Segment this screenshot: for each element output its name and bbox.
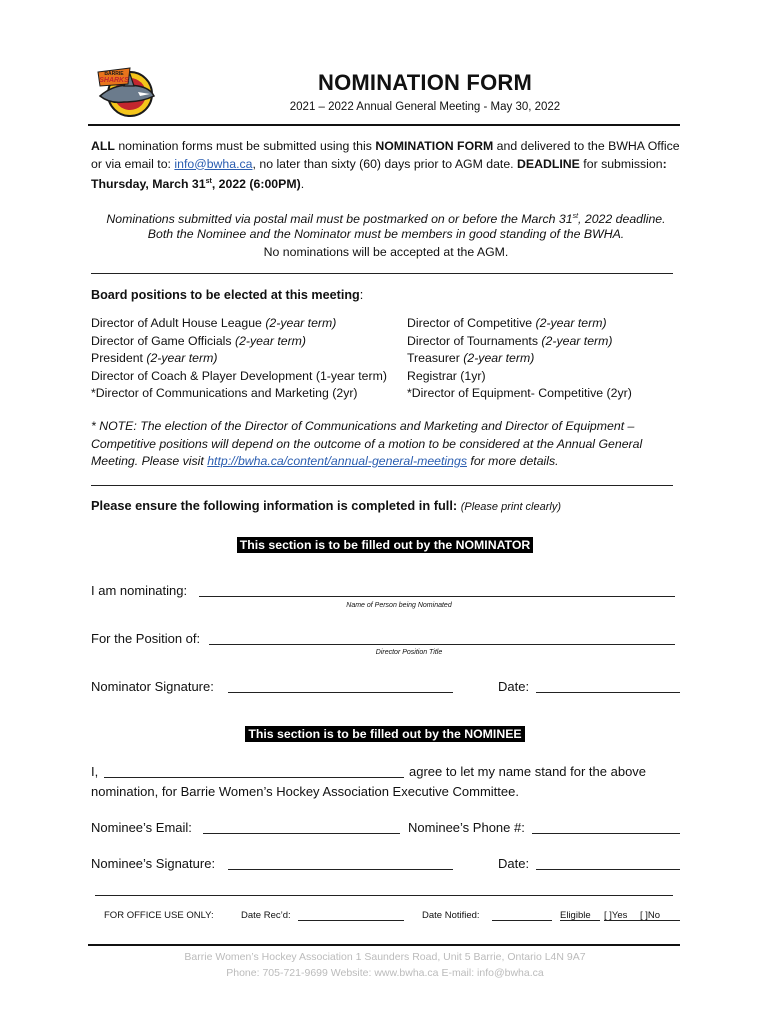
footer-address: Barrie Women’s Hockey Association 1 Saunders Road, Unit 5 Barrie, Ontario L4N 9A7 bbox=[184, 951, 586, 963]
intro-text-d: for submission bbox=[579, 156, 663, 171]
nominator-banner: This section is to be filled out by the NOMINATOR bbox=[237, 537, 534, 553]
position-name: *Director of Communications and Marketing (2yr) bbox=[91, 386, 358, 400]
nominee-full-name-field[interactable] bbox=[104, 777, 404, 778]
position-name: Registrar (1yr) bbox=[407, 368, 486, 383]
date-received-field[interactable] bbox=[298, 920, 404, 921]
positions-heading bbox=[91, 288, 363, 302]
eligible-label: Eligible bbox=[560, 910, 591, 921]
intro-text-c: , no later than sixty (60) days prior to AGM date. bbox=[252, 156, 518, 171]
divider-3 bbox=[95, 895, 673, 896]
instructions-heading bbox=[91, 498, 561, 513]
position-name: Director of Competitive bbox=[407, 316, 536, 330]
footer-contact: Phone: 705-721-9699 Website: www.bwha.ca E-mail: info@bwha.ca bbox=[226, 967, 544, 979]
positions-colon: : bbox=[359, 288, 364, 302]
footer-rule bbox=[88, 944, 680, 946]
nominator-date-field[interactable] bbox=[536, 692, 680, 693]
position-item bbox=[91, 315, 411, 333]
form-subtitle: 2021 – 2022 Annual General Meeting - May 30, 2022 bbox=[289, 101, 561, 113]
nominee-name-caption: Name of Person being Nominated bbox=[346, 602, 452, 609]
position-item bbox=[407, 368, 682, 386]
note-text-a: * NOTE: The election of the Director of Communications and Marketing and Director of Equipment – Competitive positions will depend on the outcome of a motion to be considered at the Annual General Meeting. Please visit bbox=[91, 419, 643, 468]
intro-text-a: nomination forms must be submitted using this bbox=[114, 139, 376, 153]
office-use-label: FOR OFFICE USE ONLY: bbox=[104, 910, 214, 921]
position-term: (2-year term) bbox=[146, 351, 218, 365]
instructions-heading-text: Please ensure the following information is completed in full: bbox=[91, 498, 458, 513]
nominator-signature-label: Nominator Signature: bbox=[91, 679, 214, 694]
all-emphasis: ALL bbox=[91, 139, 115, 153]
position-item bbox=[91, 350, 411, 368]
agm-note: No nominations will be accepted at the AGM. bbox=[263, 245, 509, 259]
intro-end: . bbox=[300, 177, 305, 192]
nominee-phone-label: Nominee’s Phone #: bbox=[408, 820, 525, 835]
agm-link[interactable]: http://bwha.ca/content/annual-general-meetings bbox=[207, 454, 467, 468]
divider-1 bbox=[91, 273, 673, 274]
position-name: Director of Game Officials bbox=[91, 333, 235, 348]
position-item bbox=[407, 315, 682, 333]
positions-right-column bbox=[407, 315, 682, 403]
nominee-banner: This section is to be filled out by the NOMINEE bbox=[245, 726, 524, 742]
form-title: NOMINATION FORM bbox=[317, 70, 532, 95]
nominee-phone-field[interactable] bbox=[532, 833, 680, 834]
nominee-signature-label: Nominee’s Signature: bbox=[91, 856, 216, 871]
position-term: (2-year term) bbox=[463, 351, 535, 365]
eligible-options-underline bbox=[604, 920, 680, 921]
nominee-signature-field[interactable] bbox=[228, 869, 453, 870]
position-title-caption: Director Position Title bbox=[375, 649, 443, 656]
position-term: (2-year term) bbox=[535, 316, 607, 330]
nominator-date-label: Date: bbox=[498, 679, 530, 694]
position-name: President bbox=[91, 351, 147, 365]
position-name: Treasurer bbox=[407, 351, 464, 365]
nominee-banner-row bbox=[0, 725, 770, 743]
postal-sup: st bbox=[572, 213, 579, 220]
eligible-no-checkbox[interactable]: [ ]No bbox=[640, 910, 661, 921]
agree-text: agree to let my name stand for the above bbox=[409, 764, 647, 779]
eligible-yes-checkbox[interactable]: [ ]Yes bbox=[604, 910, 628, 921]
election-note bbox=[91, 418, 673, 471]
agree-text-continued: nomination, for Barrie Women’s Hockey Association Executive Committee. bbox=[91, 784, 519, 799]
position-term: (2-year term) bbox=[234, 333, 307, 348]
position-name: Director of Adult House League bbox=[91, 316, 266, 330]
office-email-link[interactable]: info@bwha.ca bbox=[174, 156, 253, 171]
nominee-email-field[interactable] bbox=[203, 833, 400, 834]
date-notified-label: Date Notified: bbox=[422, 910, 480, 921]
print-clearly-hint: (Please print clearly) bbox=[460, 501, 562, 513]
positions-heading-text: Board positions to be elected at this meeting bbox=[91, 288, 360, 302]
header-rule bbox=[88, 124, 680, 126]
position-name: Director of Coach & Player Development (1-year term) bbox=[91, 368, 387, 383]
postal-text-b: , 2022 deadline. bbox=[578, 212, 666, 227]
divider-2 bbox=[91, 485, 673, 486]
eligible-underline bbox=[560, 920, 600, 921]
nominator-banner-row bbox=[0, 536, 770, 554]
deadline-date: : Thursday, March 31 bbox=[91, 156, 667, 192]
position-item bbox=[407, 385, 682, 403]
postal-text-a: Nominations submitted via postal mail must be postmarked on or before the March 31 bbox=[106, 212, 573, 227]
intro-paragraph bbox=[91, 138, 681, 194]
date-notified-field[interactable] bbox=[492, 920, 552, 921]
position-term: (2-year term) bbox=[541, 333, 613, 348]
nominator-signature-field[interactable] bbox=[228, 692, 453, 693]
intro-text-b: and delivered to the BWHA Office or via email to: bbox=[91, 139, 680, 171]
form-emphasis: NOMINATION FORM bbox=[375, 139, 494, 153]
position-item bbox=[407, 333, 682, 351]
position-term: (2-year term) bbox=[265, 316, 337, 330]
position-label: For the Position of: bbox=[91, 631, 201, 646]
note-text-b: for more details. bbox=[466, 454, 559, 468]
position-item bbox=[91, 368, 411, 386]
nominee-date-field[interactable] bbox=[536, 869, 680, 870]
logo-text-top: BARRIE bbox=[104, 71, 124, 77]
position-name: Director of Tournaments bbox=[407, 333, 542, 348]
standing-note: Both the Nominee and the Nominator must be members in good standing of the BWHA. bbox=[147, 227, 625, 241]
position-item bbox=[91, 333, 411, 351]
i-label: I, bbox=[91, 764, 99, 779]
bwha-logo bbox=[94, 62, 158, 122]
nominating-label: I am nominating: bbox=[91, 583, 188, 598]
position-item bbox=[91, 385, 411, 403]
deadline-emphasis: DEADLINE bbox=[517, 156, 580, 171]
positions-left-column bbox=[91, 315, 411, 403]
date-received-label: Date Rec’d: bbox=[241, 910, 291, 921]
nominee-date-label: Date: bbox=[498, 856, 530, 871]
logo-text-mid: SHARKS bbox=[99, 77, 129, 84]
deadline-time: , 2022 (6:00PM) bbox=[211, 177, 301, 192]
position-title-field[interactable] bbox=[209, 644, 675, 645]
deadline-sup: st bbox=[205, 178, 212, 185]
nominee-email-label: Nominee’s Email: bbox=[91, 820, 192, 835]
nominee-name-field[interactable] bbox=[199, 596, 675, 597]
position-item bbox=[407, 350, 682, 368]
position-name: *Director of Equipment- Competitive (2yr) bbox=[407, 386, 632, 400]
